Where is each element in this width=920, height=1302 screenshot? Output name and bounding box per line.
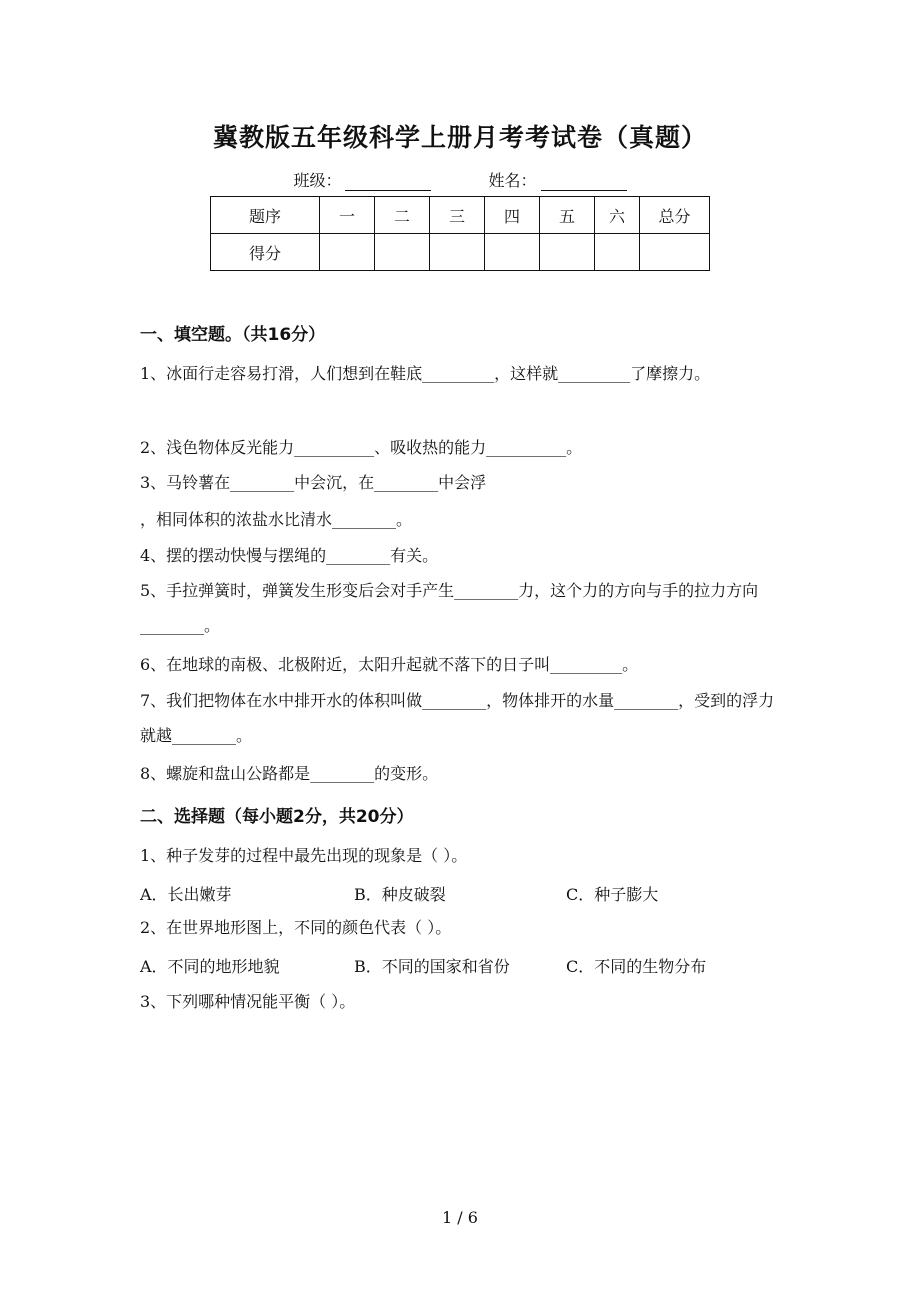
fill-question: 4、摆的摆动快慢与摆绳的________有关。 <box>140 546 439 565</box>
score-cell[interactable] <box>640 234 710 271</box>
score-header-cell: 六 <box>595 197 640 234</box>
choice-question: 3、下列哪种情况能平衡（ ）。 <box>140 992 356 1011</box>
option-b[interactable]: B．种皮破裂 <box>354 885 446 904</box>
score-cell[interactable] <box>595 234 640 271</box>
page-title: 冀教版五年级科学上册月考考试卷（真题） <box>212 123 707 152</box>
page-number: 1 / 6 <box>442 1208 478 1227</box>
score-cell[interactable] <box>320 234 375 271</box>
choice-question: 1、种子发芽的过程中最先出现的现象是（ ）。 <box>140 846 468 865</box>
score-cell[interactable] <box>375 234 430 271</box>
option-a[interactable]: A．长出嫩芽 <box>140 885 232 904</box>
option-a[interactable]: A．不同的地形地貌 <box>140 957 280 976</box>
fill-question: 1、冰面行走容易打滑，人们想到在鞋底_________，这样就_________了摩擦力。 <box>140 364 711 383</box>
name-blank[interactable] <box>541 174 627 191</box>
score-table-header-row <box>211 197 710 234</box>
option-c[interactable]: C．种子膨大 <box>566 885 659 904</box>
class-label: 班级： <box>293 171 342 190</box>
fill-question: 8、螺旋和盘山公路都是________的变形。 <box>140 764 439 783</box>
score-row-label: 得分 <box>211 234 320 271</box>
score-cell[interactable] <box>485 234 540 271</box>
fill-question: 3、马铃薯在________中会沉，在________中会浮 <box>140 473 487 492</box>
score-cell[interactable] <box>540 234 595 271</box>
name-label: 姓名： <box>488 171 537 190</box>
class-blank[interactable] <box>345 174 431 191</box>
name-field <box>489 168 627 191</box>
score-cell[interactable] <box>430 234 485 271</box>
score-header-cell: 总分 <box>640 197 710 234</box>
fill-question: 2、浅色物体反光能力__________、吸收热的能力__________。 <box>140 438 583 457</box>
fill-question-continuation: ，相同体积的浓盐水比清水________。 <box>140 510 413 529</box>
fill-question: 7、我们把物体在水中排开水的体积叫做________，物体排开的水量________，受到的浮力就越________。 <box>140 691 775 745</box>
score-table-score-row <box>211 234 710 271</box>
option-c[interactable]: C．不同的生物分布 <box>566 957 707 976</box>
student-info <box>0 168 920 191</box>
score-header-cell: 二 <box>375 197 430 234</box>
option-b[interactable]: B．不同的国家和省份 <box>354 957 510 976</box>
score-table <box>210 196 710 271</box>
choice-question: 2、在世界地形图上，不同的颜色代表（ ）。 <box>140 918 452 937</box>
score-header-cell: 四 <box>485 197 540 234</box>
score-header-cell: 三 <box>430 197 485 234</box>
section2-heading: 二、选择题（每小题2分，共20分） <box>140 807 414 827</box>
score-header-cell: 五 <box>540 197 595 234</box>
score-header-cell: 题序 <box>211 197 320 234</box>
fill-question: 6、在地球的南极、北极附近，太阳升起就不落下的日子叫_________。 <box>140 655 639 674</box>
fill-question: 5、手拉弹簧时，弹簧发生形变后会对手产生________力，这个力的方向与手的拉力方向 ________。 <box>140 581 759 635</box>
class-field <box>293 168 431 191</box>
score-header-cell: 一 <box>320 197 375 234</box>
section1-heading: 一、填空题。（共16分） <box>140 325 326 345</box>
